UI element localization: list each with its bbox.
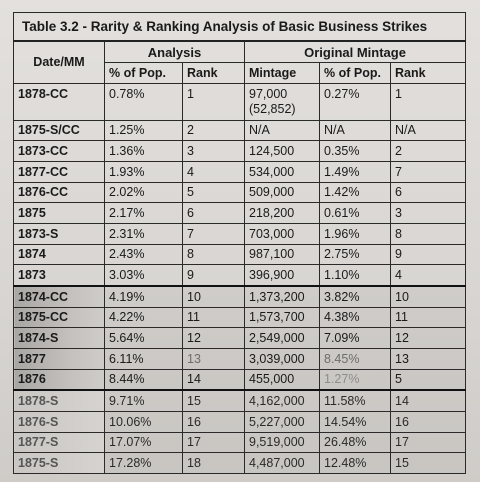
mintage-cell: 97,000 (52,852): [245, 83, 320, 120]
original-rank-cell: 4: [391, 265, 466, 286]
date-cell: 1877-CC: [14, 161, 105, 182]
rank-cell: 18: [183, 453, 245, 474]
date-cell: 1875-S: [14, 453, 105, 474]
pct-pop-cell: 8.44%: [105, 369, 183, 390]
table-row: [14, 432, 466, 453]
pct-pop-cell: 4.19%: [105, 286, 183, 307]
mintage-cell: 396,900: [245, 265, 320, 286]
original-pct-pop-cell: 11.58%: [320, 390, 391, 411]
original-rank-cell: 15: [391, 453, 466, 474]
pct-pop-cell: 4.22%: [105, 307, 183, 328]
original-rank-cell: 11: [391, 307, 466, 328]
original-pct-pop-cell: 1.96%: [320, 223, 391, 244]
header-analysis: Analysis: [105, 41, 245, 62]
table-row: [14, 203, 466, 224]
original-rank-cell: 16: [391, 411, 466, 432]
pct-pop-cell: 1.25%: [105, 120, 183, 141]
date-cell: 1878-S: [14, 390, 105, 411]
mintage-cell: 1,573,700: [245, 307, 320, 328]
original-rank-cell: 7: [391, 161, 466, 182]
pct-pop-cell: 5.64%: [105, 328, 183, 349]
date-cell: 1877-S: [14, 432, 105, 453]
original-pct-pop-cell: 3.82%: [320, 286, 391, 307]
mintage-cell: 4,162,000: [245, 390, 320, 411]
mintage-cell: 455,000: [245, 369, 320, 390]
original-rank-cell: 14: [391, 390, 466, 411]
pct-pop-cell: 2.02%: [105, 182, 183, 203]
original-pct-pop-cell: 14.54%: [320, 411, 391, 432]
rank-cell: 6: [183, 203, 245, 224]
date-cell: 1875-S/CC: [14, 120, 105, 141]
rank-cell: 9: [183, 265, 245, 286]
table-row: [14, 286, 466, 307]
mintage-cell: 987,100: [245, 244, 320, 265]
original-pct-pop-cell: 0.35%: [320, 141, 391, 162]
table-row: [14, 265, 466, 286]
mintage-cell: 5,227,000: [245, 411, 320, 432]
date-cell: 1878-CC: [14, 83, 105, 120]
rank-cell: 5: [183, 182, 245, 203]
original-rank-cell: 9: [391, 244, 466, 265]
date-cell: 1873-S: [14, 223, 105, 244]
date-cell: 1874-CC: [14, 286, 105, 307]
original-pct-pop-cell: N/A: [320, 120, 391, 141]
original-pct-pop-cell: 7.09%: [320, 328, 391, 349]
pct-pop-cell: 1.93%: [105, 161, 183, 182]
table-row: [14, 453, 466, 474]
table-row: [14, 141, 466, 162]
date-cell: 1876-S: [14, 411, 105, 432]
date-cell: 1876-CC: [14, 182, 105, 203]
original-rank-cell: 6: [391, 182, 466, 203]
mintage-cell: 534,000: [245, 161, 320, 182]
rank-cell: 1: [183, 83, 245, 120]
original-rank-cell: 5: [391, 369, 466, 390]
pct-pop-cell: 17.07%: [105, 432, 183, 453]
original-pct-pop-cell: 0.61%: [320, 203, 391, 224]
table-row: [14, 161, 466, 182]
rank-cell: 17: [183, 432, 245, 453]
table-body: [14, 83, 466, 473]
original-rank-cell: 12: [391, 328, 466, 349]
header-original-mintage: Original Mintage: [245, 41, 466, 62]
table-row: [14, 182, 466, 203]
rank-cell: 3: [183, 141, 245, 162]
original-pct-pop-cell: 0.27%: [320, 83, 391, 120]
mintage-cell: 2,549,000: [245, 328, 320, 349]
mintage-cell: 218,200: [245, 203, 320, 224]
date-cell: 1877: [14, 348, 105, 369]
original-rank-cell: 2: [391, 141, 466, 162]
rank-cell: 2: [183, 120, 245, 141]
table-row: [14, 120, 466, 141]
table-title: Table 3.2 - Rarity & Ranking Analysis of Basic Business Strikes: [14, 13, 466, 42]
rank-cell: 10: [183, 286, 245, 307]
pct-pop-cell: 2.17%: [105, 203, 183, 224]
rank-cell: 14: [183, 369, 245, 390]
table-row: [14, 369, 466, 390]
table-row: [14, 411, 466, 432]
rank-cell: 15: [183, 390, 245, 411]
rarity-ranking-table: [13, 12, 466, 474]
original-rank-cell: 13: [391, 348, 466, 369]
original-rank-cell: 3: [391, 203, 466, 224]
original-rank-cell: 1: [391, 83, 466, 120]
original-pct-pop-cell: 1.42%: [320, 182, 391, 203]
header-original-pct-pop: % of Pop.: [320, 62, 391, 83]
mintage-cell: 124,500: [245, 141, 320, 162]
date-cell: 1873: [14, 265, 105, 286]
pct-pop-cell: 10.06%: [105, 411, 183, 432]
original-pct-pop-cell: 2.75%: [320, 244, 391, 265]
mintage-cell: 509,000: [245, 182, 320, 203]
date-cell: 1876: [14, 369, 105, 390]
rank-cell: 7: [183, 223, 245, 244]
mintage-cell: N/A: [245, 120, 320, 141]
original-rank-cell: 17: [391, 432, 466, 453]
mintage-cell: 1,373,200: [245, 286, 320, 307]
rank-cell: 11: [183, 307, 245, 328]
pct-pop-cell: 1.36%: [105, 141, 183, 162]
rank-cell: 12: [183, 328, 245, 349]
pct-pop-cell: 2.43%: [105, 244, 183, 265]
date-cell: 1874: [14, 244, 105, 265]
table-row: [14, 348, 466, 369]
original-pct-pop-cell: 1.49%: [320, 161, 391, 182]
original-pct-pop-cell: 1.27%: [320, 369, 391, 390]
pct-pop-cell: 3.03%: [105, 265, 183, 286]
pct-pop-cell: 2.31%: [105, 223, 183, 244]
original-pct-pop-cell: 1.10%: [320, 265, 391, 286]
original-rank-cell: 8: [391, 223, 466, 244]
rank-cell: 8: [183, 244, 245, 265]
header-pct-pop: % of Pop.: [105, 62, 183, 83]
rank-cell: 4: [183, 161, 245, 182]
header-original-rank: Rank: [391, 62, 466, 83]
pct-pop-cell: 17.28%: [105, 453, 183, 474]
date-cell: 1874-S: [14, 328, 105, 349]
header-date: Date/MM: [14, 41, 105, 83]
table-row: [14, 328, 466, 349]
mintage-cell: 9,519,000: [245, 432, 320, 453]
table-row: [14, 223, 466, 244]
rank-cell: 13: [183, 348, 245, 369]
table-row: [14, 390, 466, 411]
original-pct-pop-cell: 26.48%: [320, 432, 391, 453]
table-row: [14, 83, 466, 120]
pct-pop-cell: 9.71%: [105, 390, 183, 411]
pct-pop-cell: 6.11%: [105, 348, 183, 369]
table-row: [14, 244, 466, 265]
mintage-cell: 703,000: [245, 223, 320, 244]
mintage-cell: 4,487,000: [245, 453, 320, 474]
mintage-cell: 3,039,000: [245, 348, 320, 369]
pct-pop-cell: 0.78%: [105, 83, 183, 120]
date-cell: 1875-CC: [14, 307, 105, 328]
header-mintage: Mintage: [245, 62, 320, 83]
original-rank-cell: N/A: [391, 120, 466, 141]
original-pct-pop-cell: 8.45%: [320, 348, 391, 369]
rank-cell: 16: [183, 411, 245, 432]
header-rank: Rank: [183, 62, 245, 83]
date-cell: 1873-CC: [14, 141, 105, 162]
original-pct-pop-cell: 4.38%: [320, 307, 391, 328]
date-cell: 1875: [14, 203, 105, 224]
original-pct-pop-cell: 12.48%: [320, 453, 391, 474]
table-row: [14, 307, 466, 328]
original-rank-cell: 10: [391, 286, 466, 307]
